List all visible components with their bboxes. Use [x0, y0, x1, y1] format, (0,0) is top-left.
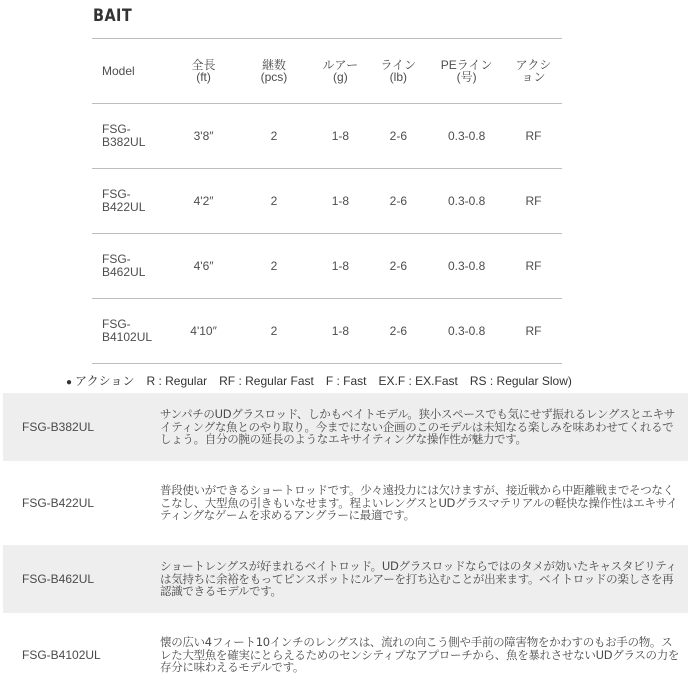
cell-line: 2-6: [389, 259, 407, 273]
cell-action: RF: [525, 259, 542, 273]
cell-length: 3'8″: [193, 129, 214, 143]
cell-line: 2-6: [389, 324, 407, 338]
cell-pe-line: 0.3-0.8: [447, 259, 486, 273]
description-row: [3, 393, 688, 461]
cell-line: 2-6: [389, 194, 407, 208]
cell-model: FSG- B4102UL: [102, 317, 153, 344]
header-line: ライン (lb): [380, 57, 417, 84]
section-title: BAIT: [93, 6, 133, 26]
description-row: [3, 469, 688, 537]
description-model: FSG-B422UL: [22, 496, 95, 510]
description-model: FSG-B4102UL: [22, 648, 101, 662]
header-model: Model: [102, 63, 135, 78]
description-list: [0, 393, 691, 697]
description-row: [3, 621, 688, 689]
bullet-icon: ●: [66, 377, 73, 388]
cell-action: RF: [525, 129, 542, 143]
header-length: 全長 (ft): [191, 57, 216, 84]
cell-model: FSG- B462UL: [102, 252, 146, 279]
table-row: [92, 299, 562, 364]
header-pe-line: PEライン (号): [440, 57, 493, 84]
cell-pieces: 2: [270, 324, 278, 338]
cell-length: 4'10″: [190, 324, 217, 338]
description-model: FSG-B462UL: [22, 572, 95, 586]
spec-table: [92, 38, 562, 364]
cell-pe-line: 0.3-0.8: [447, 194, 486, 208]
description-text: 懐の広い4フィート10インチのレングスは、流れの向こう側や手前の障害物をかわすのもお手の物。スレた大型魚を確実にとらえるためのセンシティブなアプローチから、魚を暴れさせないUDグラスの力を存分に味わえるモデルです。: [160, 635, 680, 675]
cell-action: RF: [525, 194, 542, 208]
cell-length: 4'2″: [193, 194, 214, 208]
cell-lure: 1-8: [331, 129, 350, 143]
header-action: アクシ ョン: [515, 57, 552, 84]
cell-lure: 1-8: [331, 194, 350, 208]
table-row: [92, 169, 562, 234]
cell-model: FSG- B382UL: [102, 122, 146, 149]
cell-pieces: 2: [270, 259, 278, 273]
description-model: FSG-B382UL: [22, 420, 95, 434]
cell-pe-line: 0.3-0.8: [447, 324, 486, 338]
cell-model: FSG- B422UL: [102, 187, 146, 214]
table-header-row: [92, 39, 562, 104]
header-lure: ルアー (g): [322, 57, 359, 84]
action-legend: [66, 372, 572, 389]
cell-pe-line: 0.3-0.8: [447, 129, 486, 143]
cell-lure: 1-8: [331, 259, 350, 273]
cell-lure: 1-8: [331, 324, 350, 338]
table-row: [92, 104, 562, 169]
header-pieces: 継数 (pcs): [260, 57, 288, 84]
cell-pieces: 2: [270, 194, 278, 208]
cell-pieces: 2: [270, 129, 278, 143]
description-text: 普段使いができるショートロッドです。少々遠投力には欠けますが、接近戦から中距離戦までそつなくこなし、大型魚の引きもいなせます。程よいレングスとUDグラスマテリアルの軽快な操作性はエキサイティングなゲームを求めるアングラーに最適です。: [160, 483, 678, 523]
description-text: ショートレングスが好まれるベイトロッド。UDグラスロッドならではのタメが効いたキャスタビリティは気持ちに余裕をもってピンスポットにルアーを打ち込むことが出来ます。ベイトロッドの楽しさを再認識できるモデルです。: [160, 559, 677, 599]
description-text: サンパチのUDグラスロッド、しかもベイトモデル。狭小スペースでも気にせず振れるレングスとエキサイティングな魚とのやり取り。今までにない企画のこのモデルは未知なる楽しみを味あわせてくれるでしょう。自分の腕の延長のようなエキサイティングな操作性が魅力です。: [160, 407, 675, 447]
table-row: [92, 234, 562, 299]
cell-action: RF: [525, 324, 542, 338]
cell-length: 4'6″: [193, 259, 214, 273]
legend-text: アクション R : Regular RF : Regular Fast F : Fast EX.F : EX.Fast RS : Regular Slow): [75, 374, 572, 388]
description-row: [3, 545, 688, 613]
cell-line: 2-6: [389, 129, 407, 143]
